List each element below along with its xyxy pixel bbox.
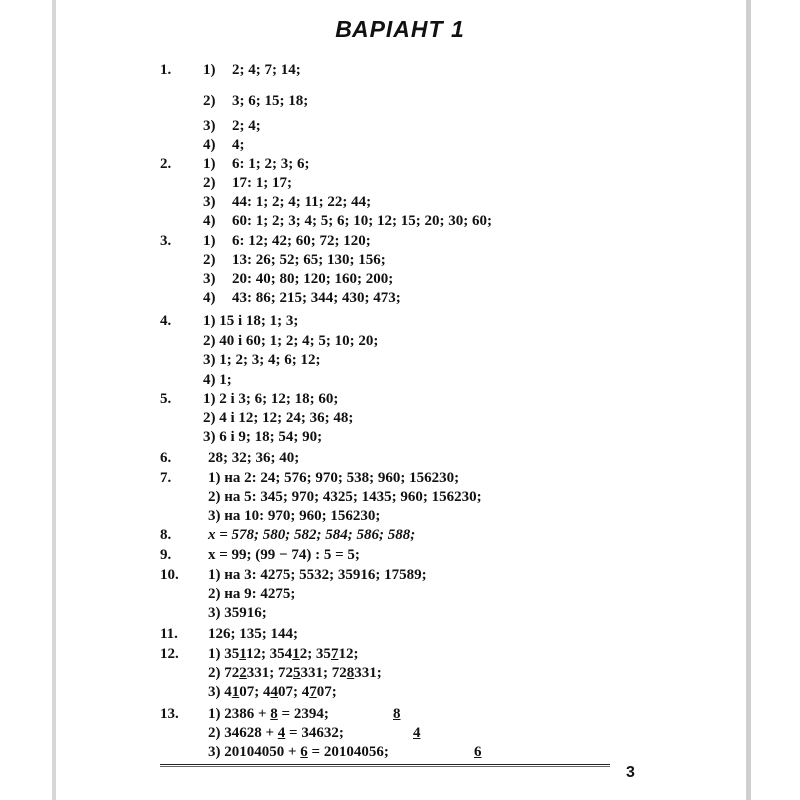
answer-text: 2) 40 і 60; 1; 2; 4; 5; 10; 20; (203, 333, 379, 349)
answer-number: 6. (160, 450, 172, 466)
answer-text: 44: 1; 2; 4; 11; 22; 44; (232, 194, 372, 210)
answer-text: 3) 6 і 9; 18; 54; 90; (203, 429, 323, 445)
answer-number: 7. (160, 470, 172, 486)
answer-text: 28; 32; 36; 40; (208, 450, 300, 466)
answer-text: x = 578; 580; 582; 584; 586; 588; (208, 527, 416, 543)
answer-number: 12. (160, 646, 179, 662)
answer-text: 60: 1; 2; 3; 4; 5; 6; 10; 12; 15; 20; 30; 60; (232, 213, 492, 229)
answer-number: 2. (160, 156, 172, 172)
answer-text: 3) на 10: 970; 960; 156230; (208, 508, 381, 524)
answer-text: 2; 4; (232, 118, 261, 134)
sub-label: 4) (203, 213, 216, 229)
answer-text: 1) 35112; 35412; 35712; (208, 646, 359, 662)
answer-number: 4. (160, 313, 172, 329)
answer-result: 8 (393, 706, 401, 722)
answer-number: 11. (160, 626, 178, 642)
sub-label: 2) (203, 252, 216, 268)
answer-text: 2; 4; 7; 14; (232, 62, 301, 78)
sub-label: 1) (203, 62, 216, 78)
answer-text: 1) 2 і 3; 6; 12; 18; 60; (203, 391, 339, 407)
sub-label: 1) (203, 233, 216, 249)
answer-result: 6 (474, 744, 482, 760)
answer-result: 4 (413, 725, 421, 741)
answer-text: 3) 20104050 + 6 = 20104056; (208, 744, 389, 760)
footer-rule-secondary (160, 766, 610, 767)
answer-text: 2) 4 і 12; 12; 24; 36; 48; (203, 410, 354, 426)
answer-number: 1. (160, 62, 172, 78)
sub-label: 3) (203, 118, 216, 134)
answer-text: 1) 2386 + 8 = 2394; (208, 706, 329, 722)
answer-text: 2) 722331; 725331; 728331; (208, 665, 382, 681)
answer-text: 3) 4107; 4407; 4707; (208, 684, 337, 700)
answer-text: 126; 135; 144; (208, 626, 298, 642)
answer-text: 2) на 9: 4275; (208, 586, 296, 602)
page-number: 3 (626, 764, 635, 781)
footer-rule (160, 764, 610, 765)
page-edge-left (52, 0, 56, 800)
sub-label: 3) (203, 271, 216, 287)
answer-number: 9. (160, 547, 172, 563)
answer-text: 20: 40; 80; 120; 160; 200; (232, 271, 394, 287)
answer-number: 3. (160, 233, 172, 249)
answer-text: 17: 1; 17; (232, 175, 292, 191)
answer-text: 13: 26; 52; 65; 130; 156; (232, 252, 386, 268)
answer-number: 5. (160, 391, 172, 407)
sub-label: 2) (203, 175, 216, 191)
answer-number: 13. (160, 706, 179, 722)
answer-text: 3; 6; 15; 18; (232, 93, 309, 109)
answer-text: 3) 1; 2; 3; 4; 6; 12; (203, 352, 321, 368)
answer-number: 8. (160, 527, 172, 543)
answer-text: 4) 1; (203, 372, 232, 388)
sub-label: 4) (203, 137, 216, 153)
sub-label: 2) (203, 93, 216, 109)
answer-text: x = 99; (99 − 74) : 5 = 5; (208, 547, 360, 563)
page-title: ВАРІАНТ 1 (335, 16, 465, 42)
answer-text: 2) 34628 + 4 = 34632; (208, 725, 344, 741)
answer-number: 10. (160, 567, 179, 583)
answer-text: 2) на 5: 345; 970; 4325; 1435; 960; 156230; (208, 489, 482, 505)
answer-text: 1) 15 і 18; 1; 3; (203, 313, 299, 329)
answer-text: 1) на 2: 24; 576; 970; 538; 960; 156230; (208, 470, 460, 486)
sub-label: 3) (203, 194, 216, 210)
answer-text: 4; (232, 137, 245, 153)
sub-label: 1) (203, 156, 216, 172)
answer-text: 6: 1; 2; 3; 6; (232, 156, 310, 172)
answer-text: 1) на 3: 4275; 5532; 35916; 17589; (208, 567, 427, 583)
answer-text: 43: 86; 215; 344; 430; 473; (232, 290, 401, 306)
answer-text: 6: 12; 42; 60; 72; 120; (232, 233, 371, 249)
page-edge-right (746, 0, 751, 800)
answer-text: 3) 35916; (208, 605, 267, 621)
sub-label: 4) (203, 290, 216, 306)
